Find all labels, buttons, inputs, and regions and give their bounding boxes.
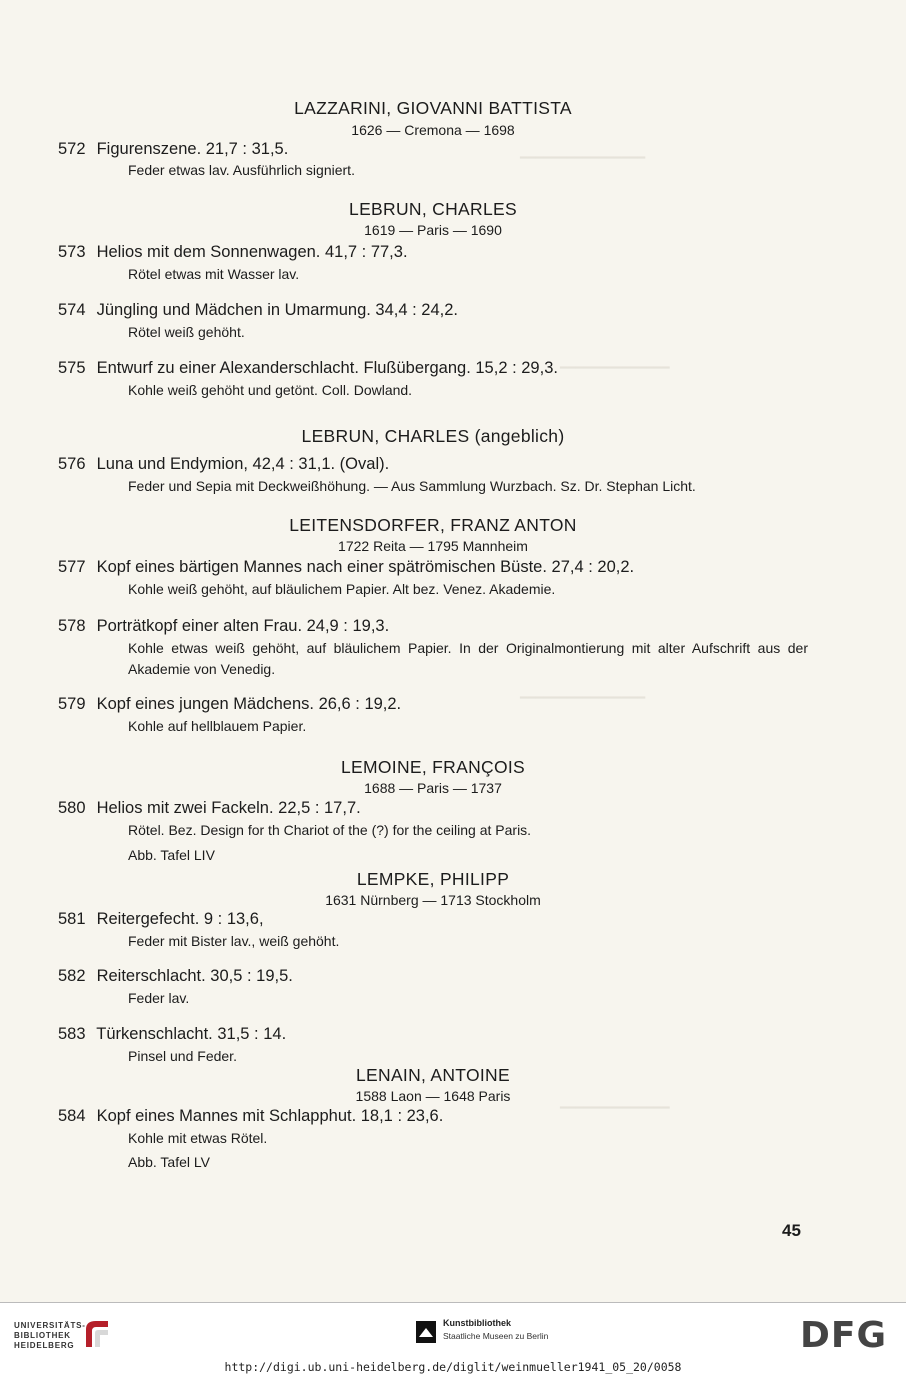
lot-number: 576: [58, 455, 86, 473]
lot-title: Jüngling und Mädchen in Umarmung. 34,4 : 24,2.: [96, 301, 458, 319]
lot-number: 578: [58, 617, 86, 635]
library-name-line: HEIDELBERG: [14, 1341, 75, 1350]
library-name-line: UNIVERSITÄTS-: [14, 1321, 86, 1330]
lot-number: 584: [58, 1107, 86, 1125]
lot-description: Feder und Sepia mit Deckweißhöhung. — Aus Sammlung Wurzbach. Sz. Dr. Stephan Licht.: [128, 478, 696, 494]
lot-title: Figurenszene. 21,7 : 31,5.: [96, 140, 289, 158]
artist-heading: LEMOINE, FRANÇOIS: [340, 757, 525, 777]
lot-description: Pinsel und Feder.: [128, 1048, 237, 1064]
lot-description: Rötel etwas mit Wasser lav.: [128, 266, 300, 282]
library-logo-icon[interactable]: [82, 1319, 110, 1349]
lot-entry: [58, 558, 818, 577]
lot-number: 581: [58, 910, 86, 928]
artist-dates: 1626 — Cremona — 1698: [351, 122, 515, 138]
lot-title: Kopf eines jungen Mädchens. 26,6 : 19,2.: [96, 695, 402, 713]
kunstbibliothek-title[interactable]: Kunstbibliothek: [443, 1318, 511, 1328]
bleed-through-text: ━━━━━━━━━━━━━━: [560, 360, 670, 375]
lot-entry: [58, 910, 818, 929]
artist-heading: LEBRUN, CHARLES: [349, 199, 517, 219]
bleed-through-text: ━━━━━━━━━━━━━━━━: [520, 150, 646, 165]
lot-description: Feder lav.: [128, 990, 190, 1006]
lot-entry: [58, 695, 818, 714]
plate-reference: Abb. Tafel LIV: [128, 847, 215, 863]
lot-number: 583: [58, 1025, 86, 1043]
library-name-line: BIBLIOTHEK: [14, 1331, 71, 1340]
lot-description: Kohle auf hellblauem Papier.: [128, 718, 307, 734]
lot-description: Kohle etwas weiß gehöht, auf bläulichem Papier. In der Originalmontierung mit alter Aufschrift aus der Akademie von Venedig.: [128, 640, 808, 677]
lot-title: Luna und Endymion, 42,4 : 31,1. (Oval).: [96, 455, 390, 473]
page-number: 45: [782, 1221, 801, 1240]
bleed-through-text: ━━━━━━━━━━━━━━: [560, 1100, 670, 1115]
artist-dates: 1588 Laon — 1648 Paris: [355, 1088, 511, 1104]
lot-number: 579: [58, 695, 86, 713]
lot-number: 574: [58, 301, 86, 319]
lot-number: 572: [58, 140, 86, 158]
artist-heading: LEITENSDORFER, FRANZ ANTON: [289, 515, 577, 535]
lot-description: Kohle weiß gehöht, auf bläulichem Papier. Alt bez. Venez. Akademie.: [128, 581, 556, 597]
lot-number: 573: [58, 243, 86, 261]
artist-heading: LAZZARINI, GIOVANNI BATTISTA: [294, 98, 572, 118]
kunstbibliothek-logo-icon[interactable]: [415, 1320, 437, 1344]
artist-dates: 1722 Reita — 1795 Mannheim: [338, 538, 528, 554]
lot-title: Reiterschlacht. 30,5 : 19,5.: [96, 967, 293, 985]
page-url[interactable]: http://digi.ub.uni-heidelberg.de/diglit/weinmueller1941_05_20/0058: [224, 1360, 682, 1374]
artist-heading: LEMPKE, PHILIPP: [356, 869, 510, 889]
lot-description: Rötel. Bez. Design for th Chariot of the (?) for the ceiling at Paris.: [128, 822, 532, 838]
lot-description: Kohle mit etwas Rötel.: [128, 1130, 268, 1146]
lot-number: 577: [58, 558, 86, 576]
lot-number: 580: [58, 799, 86, 817]
kunstbibliothek-subtitle: Staatliche Museen zu Berlin: [443, 1331, 549, 1341]
library-name[interactable]: [14, 1321, 86, 1351]
lot-entry: [58, 799, 818, 818]
lot-entry: [58, 301, 818, 320]
bleed-through-text: ━━━━━━━━━━━━━━━━: [520, 690, 646, 705]
lot-title: Porträtkopf einer alten Frau. 24,9 : 19,3.: [96, 617, 390, 635]
lot-entry: [58, 1107, 818, 1126]
lot-number: 582: [58, 967, 86, 985]
artist-dates: 1688 — Paris — 1737: [364, 780, 502, 796]
lot-entry: [58, 140, 818, 159]
lot-entry: [58, 455, 818, 474]
lot-entry: [58, 967, 818, 986]
lot-description: Feder etwas lav. Ausführlich signiert.: [128, 162, 355, 178]
lot-title: Kopf eines bärtigen Mannes nach einer spätrömischen Büste. 27,4 : 20,2.: [96, 558, 635, 576]
lot-number: 575: [58, 359, 86, 377]
lot-description: Feder mit Bister lav., weiß gehöht.: [128, 933, 340, 949]
artist-heading: LENAIN, ANTOINE: [356, 1065, 510, 1085]
lot-entry: [58, 359, 818, 378]
artist-dates: 1619 — Paris — 1690: [364, 222, 502, 238]
lot-title: Türkenschlacht. 31,5 : 14.: [96, 1025, 287, 1043]
artist-dates: 1631 Nürnberg — 1713 Stockholm: [325, 892, 541, 908]
lot-title: Helios mit dem Sonnenwagen. 41,7 : 77,3.: [96, 243, 408, 261]
lot-title: Kopf eines Mannes mit Schlapphut. 18,1 : 23,6.: [96, 1107, 444, 1125]
lot-entry: [58, 617, 818, 636]
dfg-logo[interactable]: DFG: [800, 1315, 888, 1356]
lot-entry: [58, 1025, 818, 1044]
plate-reference: Abb. Tafel LV: [128, 1154, 210, 1170]
lot-description: Kohle weiß gehöht und getönt. Coll. Dowland.: [128, 382, 413, 398]
lot-title: Entwurf zu einer Alexanderschlacht. Flußübergang. 15,2 : 29,3.: [96, 359, 558, 377]
lot-entry: [58, 243, 818, 262]
lot-description: Rötel weiß gehöht.: [128, 324, 245, 340]
artist-heading: LEBRUN, CHARLES (angeblich): [301, 426, 565, 446]
viewer-footer: [0, 1302, 906, 1376]
lot-title: Helios mit zwei Fackeln. 22,5 : 17,7.: [96, 799, 361, 817]
lot-title: Reitergefecht. 9 : 13,6,: [96, 910, 264, 928]
